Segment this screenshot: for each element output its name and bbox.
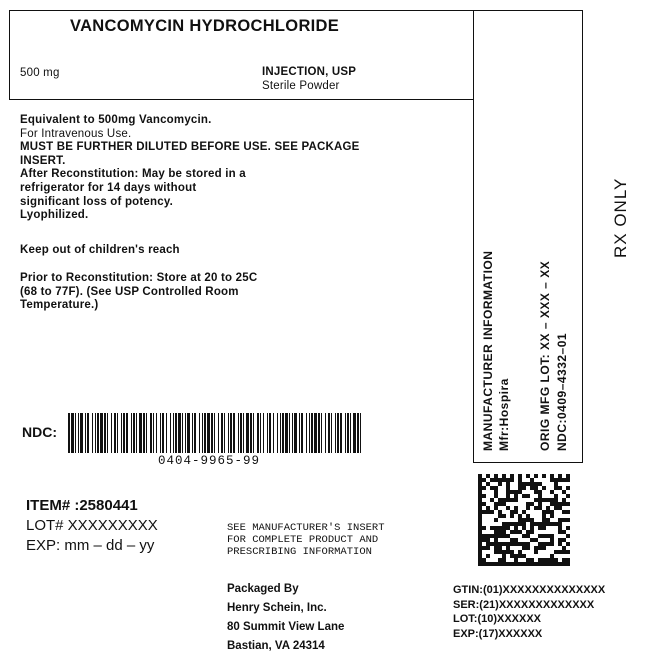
barcode-bar — [233, 413, 235, 453]
insert-line: SEE MANUFACTURER'S INSERT — [227, 522, 385, 534]
barcode-bar — [143, 413, 145, 453]
barcode-bar — [139, 413, 142, 453]
barcode-bar — [292, 413, 293, 453]
barcode-bar — [126, 413, 128, 453]
dosage-form-sub: Sterile Powder — [262, 80, 340, 92]
expiration: EXP: mm – dd – yy — [26, 537, 155, 554]
insert-line: FOR COMPLETE PRODUCT AND — [227, 534, 379, 546]
gtin-block — [453, 583, 605, 641]
barcode-bar — [111, 413, 112, 453]
manufacturer-name: Mfr:Hospira — [497, 378, 511, 451]
barcode-bar — [243, 413, 244, 453]
barcode-bar — [117, 413, 118, 453]
barcode-bar — [360, 413, 361, 453]
barcode-bar — [95, 413, 96, 453]
barcode-bar — [289, 413, 290, 453]
barcode-bar — [350, 413, 351, 453]
barcode-bar — [301, 413, 303, 453]
drug-name: VANCOMYCIN HYDROCHLORIDE — [70, 17, 340, 35]
strength: 500 mg — [20, 67, 60, 79]
lot-number: LOT# XXXXXXXXX — [26, 517, 158, 534]
barcode-bar — [282, 413, 284, 453]
barcode-bar — [123, 413, 125, 453]
barcode-bar — [294, 413, 297, 453]
manufacturer-info-box — [473, 10, 583, 463]
barcode-bar — [353, 413, 356, 453]
barcode-bar — [75, 413, 76, 453]
matrix-module — [566, 486, 570, 490]
barcode-bar — [224, 413, 225, 453]
ndc-label: NDC: — [22, 424, 57, 440]
barcode-bar — [253, 413, 254, 453]
matrix-module — [482, 526, 486, 530]
matrix-module — [490, 510, 494, 514]
barcode-bar — [136, 413, 137, 453]
barcode-bar — [114, 413, 116, 453]
barcode-bar — [318, 413, 320, 453]
barcode-bar — [156, 413, 157, 453]
barcode-bar — [146, 413, 147, 453]
packager-info — [227, 580, 344, 656]
barcode-bar — [311, 413, 313, 453]
insert-line: PRESCRIBING INFORMATION — [227, 546, 372, 558]
barcode-bar — [309, 413, 310, 453]
barcode-bar — [267, 413, 268, 453]
barcode-bar — [277, 413, 278, 453]
barcode-bar — [162, 413, 164, 453]
body-line: For Intravenous Use. — [20, 127, 132, 140]
barcode-bar — [228, 413, 229, 453]
barcode-bar — [173, 413, 174, 453]
matrix-module — [542, 474, 546, 478]
matrix-module — [566, 510, 570, 514]
matrix-module — [566, 550, 570, 554]
barcode-bar — [250, 413, 252, 453]
matrix-module — [550, 542, 554, 546]
matrix-module — [566, 478, 570, 482]
body-line: Equivalent to 500mg Vancomycin. — [20, 114, 212, 126]
barcode-bar — [178, 413, 181, 453]
barcode-bar — [166, 413, 167, 453]
barcode-bar — [337, 413, 339, 453]
barcode-bar — [133, 413, 135, 453]
barcode-bar — [97, 413, 99, 453]
body-line: MUST BE FURTHER DILUTED BEFORE USE. SEE PACKAGE — [20, 141, 360, 154]
barcode-bar — [78, 413, 79, 453]
barcode-bar — [92, 413, 93, 453]
body-line: After Reconstitution: May be stored in a — [20, 168, 246, 181]
matrix-module — [542, 546, 546, 550]
barcode-number: 0404-9965-99 — [158, 454, 261, 468]
gtin-line: EXP:(17)XXXXXX — [453, 627, 543, 640]
matrix-module — [526, 506, 530, 510]
matrix-module — [510, 514, 514, 518]
matrix-module — [522, 486, 526, 490]
packager-line: Bastian, VA 24314 — [227, 640, 325, 652]
matrix-module — [566, 562, 570, 566]
packager-line: Henry Schein, Inc. — [227, 602, 327, 614]
barcode-bar — [321, 413, 322, 453]
barcode-bar — [104, 413, 106, 453]
matrix-module — [566, 494, 570, 498]
body-line: significant loss of potency. — [20, 195, 173, 208]
barcode-bar — [100, 413, 103, 453]
barcode-bar — [347, 413, 349, 453]
barcode-bar — [260, 413, 261, 453]
barcode-bar — [214, 413, 215, 453]
barcode-bar — [269, 413, 271, 453]
barcode-bar — [202, 413, 203, 453]
barcode-bar — [257, 413, 259, 453]
barcode-bar — [331, 413, 332, 453]
manufacturer-title: MANUFACTURER INFORMATION — [481, 250, 495, 451]
matrix-module — [550, 514, 554, 518]
matrix-module — [542, 486, 546, 490]
gtin-line: GTIN:(01)XXXXXXXXXXXXXX — [453, 584, 606, 596]
barcode-bar — [246, 413, 249, 453]
body-line: refrigerator for 14 days without — [20, 181, 197, 194]
insert-notice — [227, 522, 385, 558]
barcode-bar — [230, 413, 232, 453]
matrix-module — [510, 478, 514, 482]
matrix-module — [526, 494, 530, 498]
matrix-module — [566, 534, 570, 538]
barcode-bar — [263, 413, 264, 453]
barcode-bar — [357, 413, 359, 453]
matrix-module — [526, 546, 530, 550]
matrix-module — [482, 494, 486, 498]
barcode-bar — [192, 413, 193, 453]
barcode-bar — [185, 413, 186, 453]
matrix-module — [514, 498, 518, 502]
barcode-bar — [273, 413, 274, 453]
matrix-module — [530, 530, 534, 534]
matrix-module — [498, 482, 502, 486]
matrix-module — [566, 526, 570, 530]
barcode-bar — [187, 413, 190, 453]
orig-ndc: NDC:0409–4332–01 — [555, 332, 569, 451]
barcode-bar — [175, 413, 177, 453]
barcode-bar — [285, 413, 288, 453]
barcode-bar — [335, 413, 336, 453]
barcode-bar — [314, 413, 317, 453]
dosage-form: INJECTION, USP — [262, 66, 357, 78]
ndc-barcode — [68, 413, 364, 453]
matrix-module — [566, 518, 570, 522]
barcode-bar — [204, 413, 206, 453]
barcode-bar — [306, 413, 307, 453]
barcode-bar — [207, 413, 210, 453]
matrix-module — [502, 514, 506, 518]
packager-line: Packaged By — [227, 583, 299, 595]
barcode-bar — [182, 413, 183, 453]
barcode-bar — [85, 413, 86, 453]
body-line: INSERT. — [20, 154, 66, 167]
barcode-bar — [340, 413, 342, 453]
barcode-bar — [218, 413, 219, 453]
body-text — [20, 114, 360, 223]
drug-title-box — [9, 10, 474, 100]
storage-line: Temperature.) — [20, 299, 99, 312]
barcode-bar — [238, 413, 239, 453]
matrix-module — [534, 550, 538, 554]
gtin-line: SER:(21)XXXXXXXXXXXXX — [453, 598, 595, 611]
matrix-module — [566, 542, 570, 546]
barcode-bar — [199, 413, 200, 453]
barcode-bar — [71, 413, 74, 453]
storage-line: Prior to Reconstitution: Store at 20 to 25C — [20, 272, 258, 284]
storage-text — [20, 272, 257, 313]
barcode-bar — [170, 413, 171, 453]
gtin-line: LOT:(10)XXXXXX — [453, 613, 542, 625]
barcode-bar — [221, 413, 223, 453]
barcode-bar — [299, 413, 300, 453]
packager-line: 80 Summit View Lane — [227, 621, 345, 633]
keep-out-warning: Keep out of children's reach — [20, 244, 180, 256]
matrix-module — [486, 546, 490, 550]
barcode-bar — [160, 413, 161, 453]
matrix-module — [482, 486, 486, 490]
body-line: Lyophilized. — [20, 209, 89, 222]
barcode-bar — [325, 413, 326, 453]
matrix-module — [566, 502, 570, 506]
barcode-bar — [68, 413, 70, 453]
data-matrix-code — [478, 474, 570, 566]
barcode-bar — [87, 413, 89, 453]
matrix-module — [486, 554, 490, 558]
barcode-bar — [345, 413, 346, 453]
matrix-module — [534, 474, 538, 478]
matrix-module — [494, 518, 498, 522]
barcode-bar — [107, 413, 108, 453]
barcode-bar — [150, 413, 152, 453]
item-number: ITEM# :2580441 — [26, 497, 138, 514]
barcode-bar — [240, 413, 242, 453]
barcode-bar — [80, 413, 83, 453]
barcode-bar — [328, 413, 330, 453]
matrix-module — [542, 526, 546, 530]
barcode-bar — [121, 413, 122, 453]
barcode-bar — [280, 413, 281, 453]
barcode-bar — [131, 413, 132, 453]
barcode-bar — [211, 413, 213, 453]
rx-only: RX ONLY — [611, 177, 630, 258]
storage-line: (68 to 77F). (See USP Controlled Room — [20, 285, 239, 298]
orig-mfg-lot: ORIG MFG LOT: XX – XXX – XX — [538, 260, 552, 451]
barcode-bar — [153, 413, 154, 453]
barcode-bar — [194, 413, 196, 453]
